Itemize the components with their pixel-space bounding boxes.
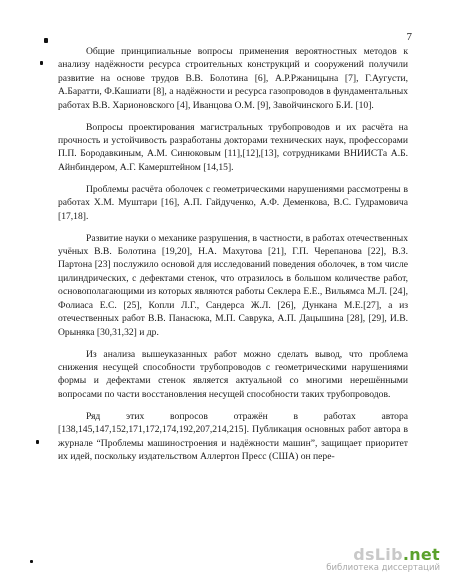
scan-speck	[40, 61, 43, 65]
scan-speck	[44, 38, 48, 43]
paragraph: Развитие науки о механике разрушения, в частности, в работах отечественных учёных В.В. Болотина [19,20], Н.А. Махутова [21], Г.П. Черепанова [22], В.З. Партона [23] послужило основой для исследований поведения оболочек, в том числе цилиндрических, с дефектами стенок, что отразилось в большом количестве работ, основополагающими из которых являются работы Секлера Е.Е., Вильямса М.Л. [24], Фолиаса Е.С. [25], Копли Л.Г., Сандерса Ж.Л. [26], Дункана М.Е.[27], а из отечественных работ В.В. Панасюка, М.П. Саврука, А.П. Дацышина [28], [29], И.В. Орыняка [30,31,32] и др.	[58, 232, 408, 338]
document-body	[58, 45, 408, 463]
scan-speck	[30, 560, 33, 563]
watermark-brand-prefix: dsLib	[353, 545, 403, 564]
paragraph: Общие принципиальные вопросы применения вероятностных методов к анализу надёжности ресурса строительных конструкций и сооружений получили развитие на основе трудов В.В. Болотина [6], А.Р.Ржаницына [7], Г.Аугусти, А.Баратти, Ф.Кашиати [8], а надёжности и ресурса газопроводов в фундаментальных работах В.В. Харионовского [4], Иванцова О.М. [9], Завойчинского Б.И. [10].	[58, 46, 408, 111]
watermark-brand-suffix: .net	[402, 545, 440, 564]
paragraph: Из анализа вышеуказанных работ можно сделать вывод, что проблема снижения несущей способности трубопроводов с геометрическими нарушениями формы и дефектами стенок является актуальной со многими нерешёнными вопросами по части восстановления несущей способности таких трубопроводов.	[58, 348, 408, 400]
watermark-logo	[353, 545, 440, 564]
paragraph: Ряд этих вопросов отражён в работах автора [138,145,147,152,171,172,174,192,207,214,215]. Публикация основных работ автора в журнале “Проблемы машиностроения и надёжности машин”, защищает приоритет их идей, поскольку издательством Аллертон Пресс (США) он пере-	[58, 410, 408, 462]
site-watermark	[322, 545, 440, 575]
watermark-subtitle: библиотека диссертаций	[326, 563, 440, 573]
paragraph: Проблемы расчёта оболочек с геометрическими нарушениями рассмотрены в работах Х.М. Муштари [16], А.П. Гайдученко, А.Ф. Деменкова, В.С. Гудрамовича [17,18].	[58, 183, 408, 222]
page-number: 7	[406, 31, 412, 43]
paragraph: Вопросы проектирования магистральных трубопроводов и их расчёта на прочность и устойчивость разработаны докторами технических наук, профессорами П.П. Бородавкиным, А.М. Синюковым [11],[12],[13], сотрудниками ВНИИСТа А.Б. Айнбиндером, А.Г. Камерштейном [14,15].	[58, 121, 408, 173]
scan-speck	[36, 440, 39, 444]
